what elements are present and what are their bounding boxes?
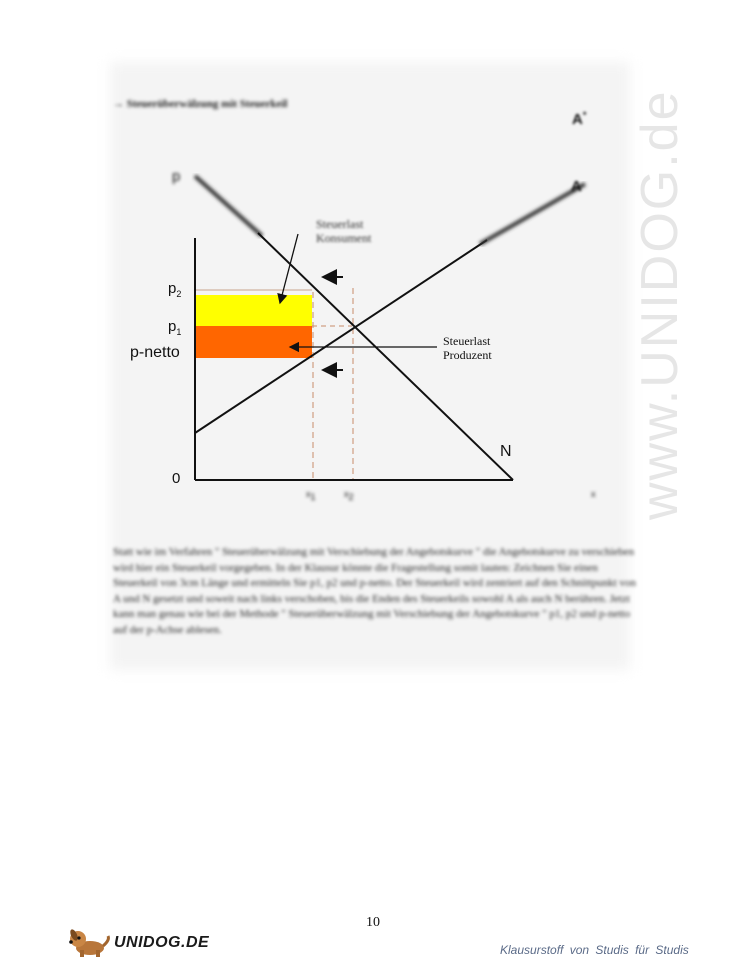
page-number: 10 (366, 915, 380, 930)
y-axis-label: p (172, 168, 181, 185)
footer-tagline: Klausurstoff von Studis für Studis (500, 943, 689, 957)
p-netto-label: p-netto (130, 344, 180, 361)
dog-icon (66, 928, 112, 958)
x2-label: $x_2$ (344, 489, 354, 502)
shifted-supply-label: A* (572, 110, 587, 128)
supply-label: A (571, 178, 582, 195)
consumer-tax-area (196, 295, 312, 326)
x-axis-label: x (591, 489, 596, 499)
demand-line-blurred (195, 176, 262, 236)
unidog-logo[interactable] (66, 928, 209, 958)
producer-tax-area (196, 326, 312, 358)
body-paragraph: Statt wie im Verfahren " Steuerüberwälzung mit Verschiebung der Angebotskurve " die Angebotskurve zu verschieben wird hier ein Steuerkeil vorgegeben. In der Klausur könnte die Fragestellung somit lauten: Zeichnen Sie einen Steuerkeil von 3cm Länge und ermitteln Sie p1, p2 und p-netto. Der Steuerkeil wird zentriert auf den Schnittpunkt von A und N gesetzt und soweit nach links verschoben, bis die Enden des Steuerkeils sowohl A als auch N berühren. Jetzt kann man genau wie bei der Methode " Steuerüberwälzung mit Verschiebung der Angebotskurve " p1, p2 und p-netto auf der p-Achse ablesen. (113, 546, 636, 636)
p1-label: $p_1$ (168, 318, 182, 337)
watermark: www.UNIDOG.de (631, 89, 689, 520)
origin-label: 0 (172, 470, 181, 487)
section-heading: → Steuerüberwälzung mit Steuerkeil (113, 98, 288, 110)
demand-label: N (500, 443, 512, 460)
x1-label: $x_1$ (306, 489, 316, 502)
logo-text: UNIDOG.DE (114, 934, 210, 951)
p2-label: $p_2$ (168, 280, 182, 299)
consumer-tax-label: Steuerlast Konsument (316, 217, 372, 245)
supply-line-blurred (480, 184, 585, 244)
producer-tax-label: Steuerlast Produzent (443, 334, 492, 362)
